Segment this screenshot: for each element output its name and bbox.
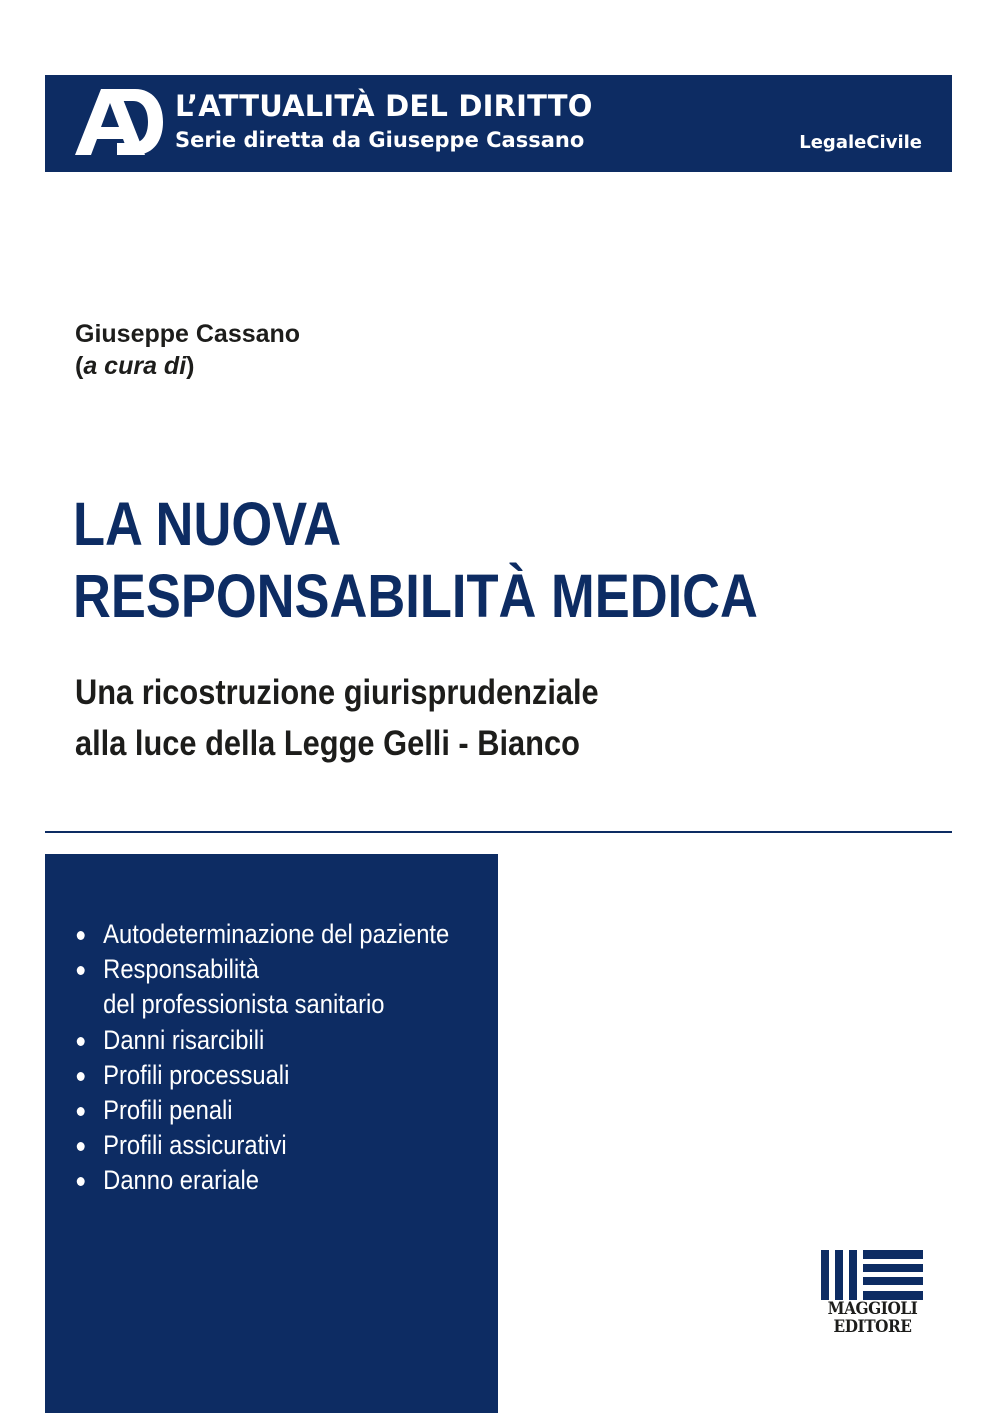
publisher-name (826, 1300, 919, 1336)
book-subtitle (75, 667, 599, 769)
series-category: LegaleCivile (799, 132, 922, 153)
topic-text: Danni risarcibili (103, 1024, 265, 1055)
topic-item (75, 1093, 449, 1128)
topic-text: Profili assicurativi (103, 1130, 287, 1161)
topic-text: Autodeterminazione del paziente (103, 919, 450, 949)
author-role-open: ( (75, 352, 84, 380)
topic-item (75, 1058, 449, 1093)
bullet-icon (77, 1177, 85, 1186)
publisher-mark-icon (821, 1250, 923, 1300)
author-name: Giuseppe Cassano (75, 320, 301, 348)
topics-panel (45, 854, 498, 1413)
series-header (45, 75, 952, 172)
publisher-name-line: MAGGIOLI (827, 1299, 918, 1319)
book-title (73, 488, 758, 632)
publisher-name-line: EDITORE (833, 1317, 912, 1337)
divider (45, 831, 952, 833)
book-title-line: LA NUOVA (73, 490, 342, 558)
book-subtitle-line: alla luce della Legge Gelli - Bianco (75, 724, 580, 763)
topics-list (75, 917, 449, 1199)
topic-item (75, 1163, 449, 1198)
author-role-text: a cura di (83, 352, 187, 380)
bullet-icon (77, 1072, 85, 1081)
series-subtitle: Serie diretta da Giuseppe Cassano (175, 128, 585, 152)
topic-text: Profili penali (103, 1095, 233, 1126)
author-role-close: ) (186, 352, 195, 380)
topic-item (75, 952, 449, 1022)
publisher-logo (821, 1250, 924, 1340)
topic-item (75, 1023, 449, 1058)
series-logo (73, 87, 163, 157)
book-subtitle-line: Una ricostruzione giurisprudenziale (75, 673, 599, 712)
topic-item (75, 917, 449, 952)
bullet-icon (77, 931, 85, 940)
book-title-line: RESPONSABILITÀ MEDICA (73, 562, 758, 630)
author-role (75, 352, 194, 381)
topic-text: del professionista sanitario (103, 989, 385, 1020)
bullet-icon (77, 966, 85, 975)
topic-text: Danno erariale (103, 1165, 260, 1196)
bullet-icon (77, 1107, 85, 1116)
topic-text: Responsabilità (103, 954, 260, 985)
series-title: L’ATTUALITÀ DEL DIRITTO (175, 89, 593, 123)
topic-text: Profili processuali (103, 1059, 290, 1090)
topic-item (75, 1128, 449, 1163)
bullet-icon (77, 1037, 85, 1046)
bullet-icon (77, 1142, 85, 1151)
